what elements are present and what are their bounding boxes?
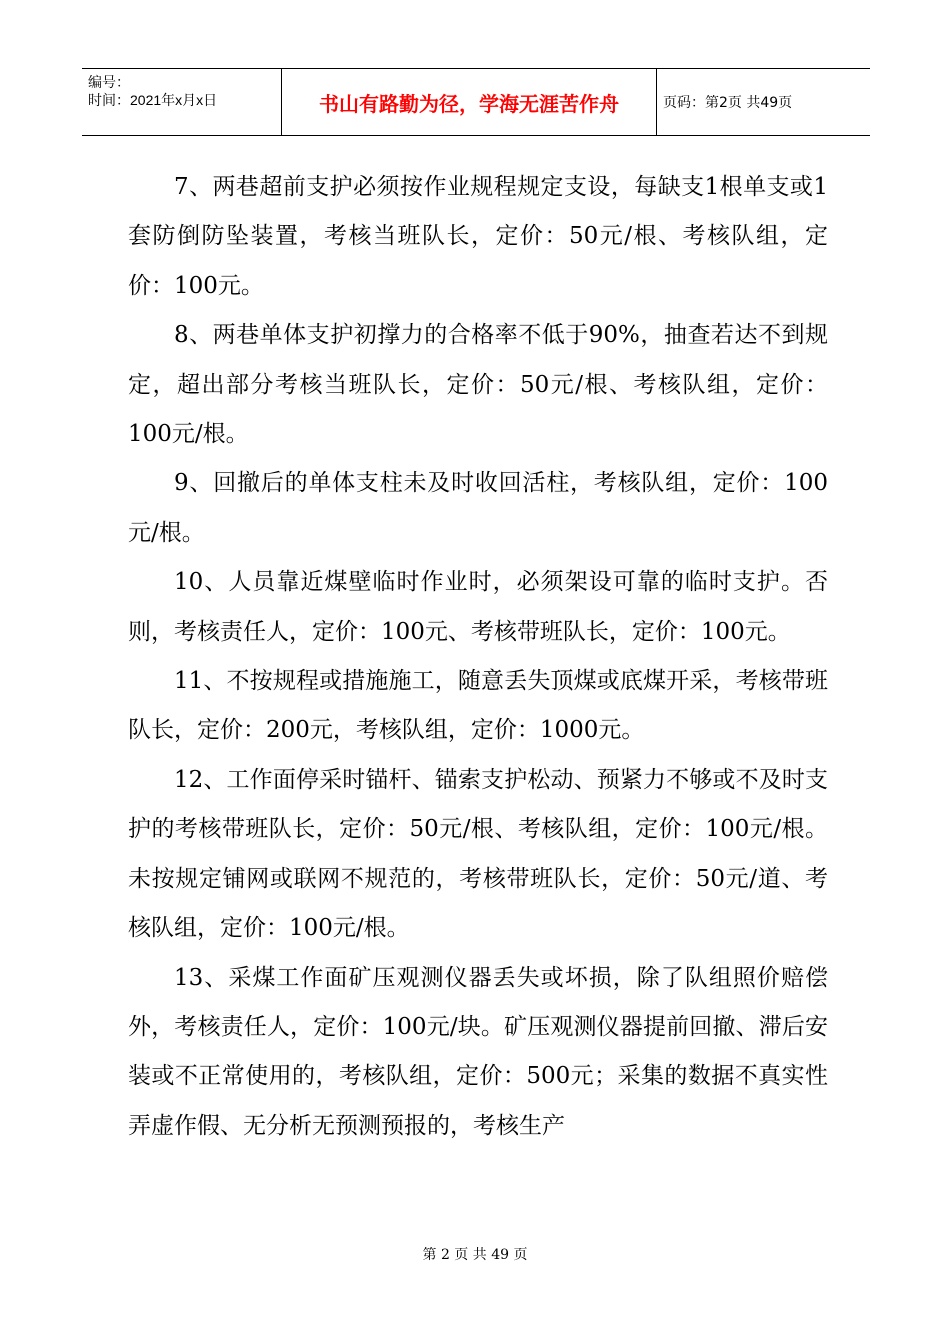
paragraph-12: 12、工作面停采时锚杆、锚索支护松动、预紧力不够或不及时支护的考核带班队长，定价：50元/根、考核队组，定价：100元/根。未按规定铺网或联网不规范的，考核带班队长，定价：50元/道、考核队组，定价：100元/根。 (128, 766, 828, 942)
header-page-info: 页码：第2页 共49页 (663, 95, 793, 111)
document-date: 时间：2021年x月x日 (88, 92, 218, 108)
paragraph-9: 9、回撤后的单体支柱未及时收回活柱，考核队组，定价：100元/根。 (128, 470, 828, 546)
header-meta (82, 69, 282, 135)
document-number-label: 编号： (88, 74, 130, 90)
document-body (128, 163, 828, 1151)
paragraph-10: 10、人员靠近煤壁临时作业时，必须架设可靠的临时支护。否则，考核责任人，定价：100元、考核带班队长，定价：100元。 (128, 569, 828, 645)
header-motto: 书山有路勤为径，学海无涯苦作舟 (282, 69, 657, 135)
document-header (82, 68, 870, 136)
paragraph-11: 11、不按规程或措施施工，随意丢失顶煤或底煤开采，考核带班队长，定价：200元，考核队组，定价：1000元。 (128, 668, 828, 744)
paragraph-13: 13、采煤工作面矿压观测仪器丢失或坏损，除了队组照价赔偿外，考核责任人，定价：100元/块。矿压观测仪器提前回撤、滞后安装或不正常使用的，考核队组，定价：500元；采集的数据不真实性弄虚作假、无分析无预测预报的，考核生产 (128, 964, 828, 1139)
paragraph-7: 7、两巷超前支护必须按作业规程规定支设，每缺支1根单支或1套防倒防坠装置，考核当班队长，定价：50元/根、考核队组，定价：100元。 (128, 174, 828, 299)
page-footer: 第 2 页 共 49 页 (422, 1247, 528, 1263)
paragraph-8: 8、两巷单体支护初撑力的合格率不低于90%，抽查若达不到规定，超出部分考核当班队长，定价：50元/根、考核队组，定价：100元/根。 (128, 322, 828, 448)
